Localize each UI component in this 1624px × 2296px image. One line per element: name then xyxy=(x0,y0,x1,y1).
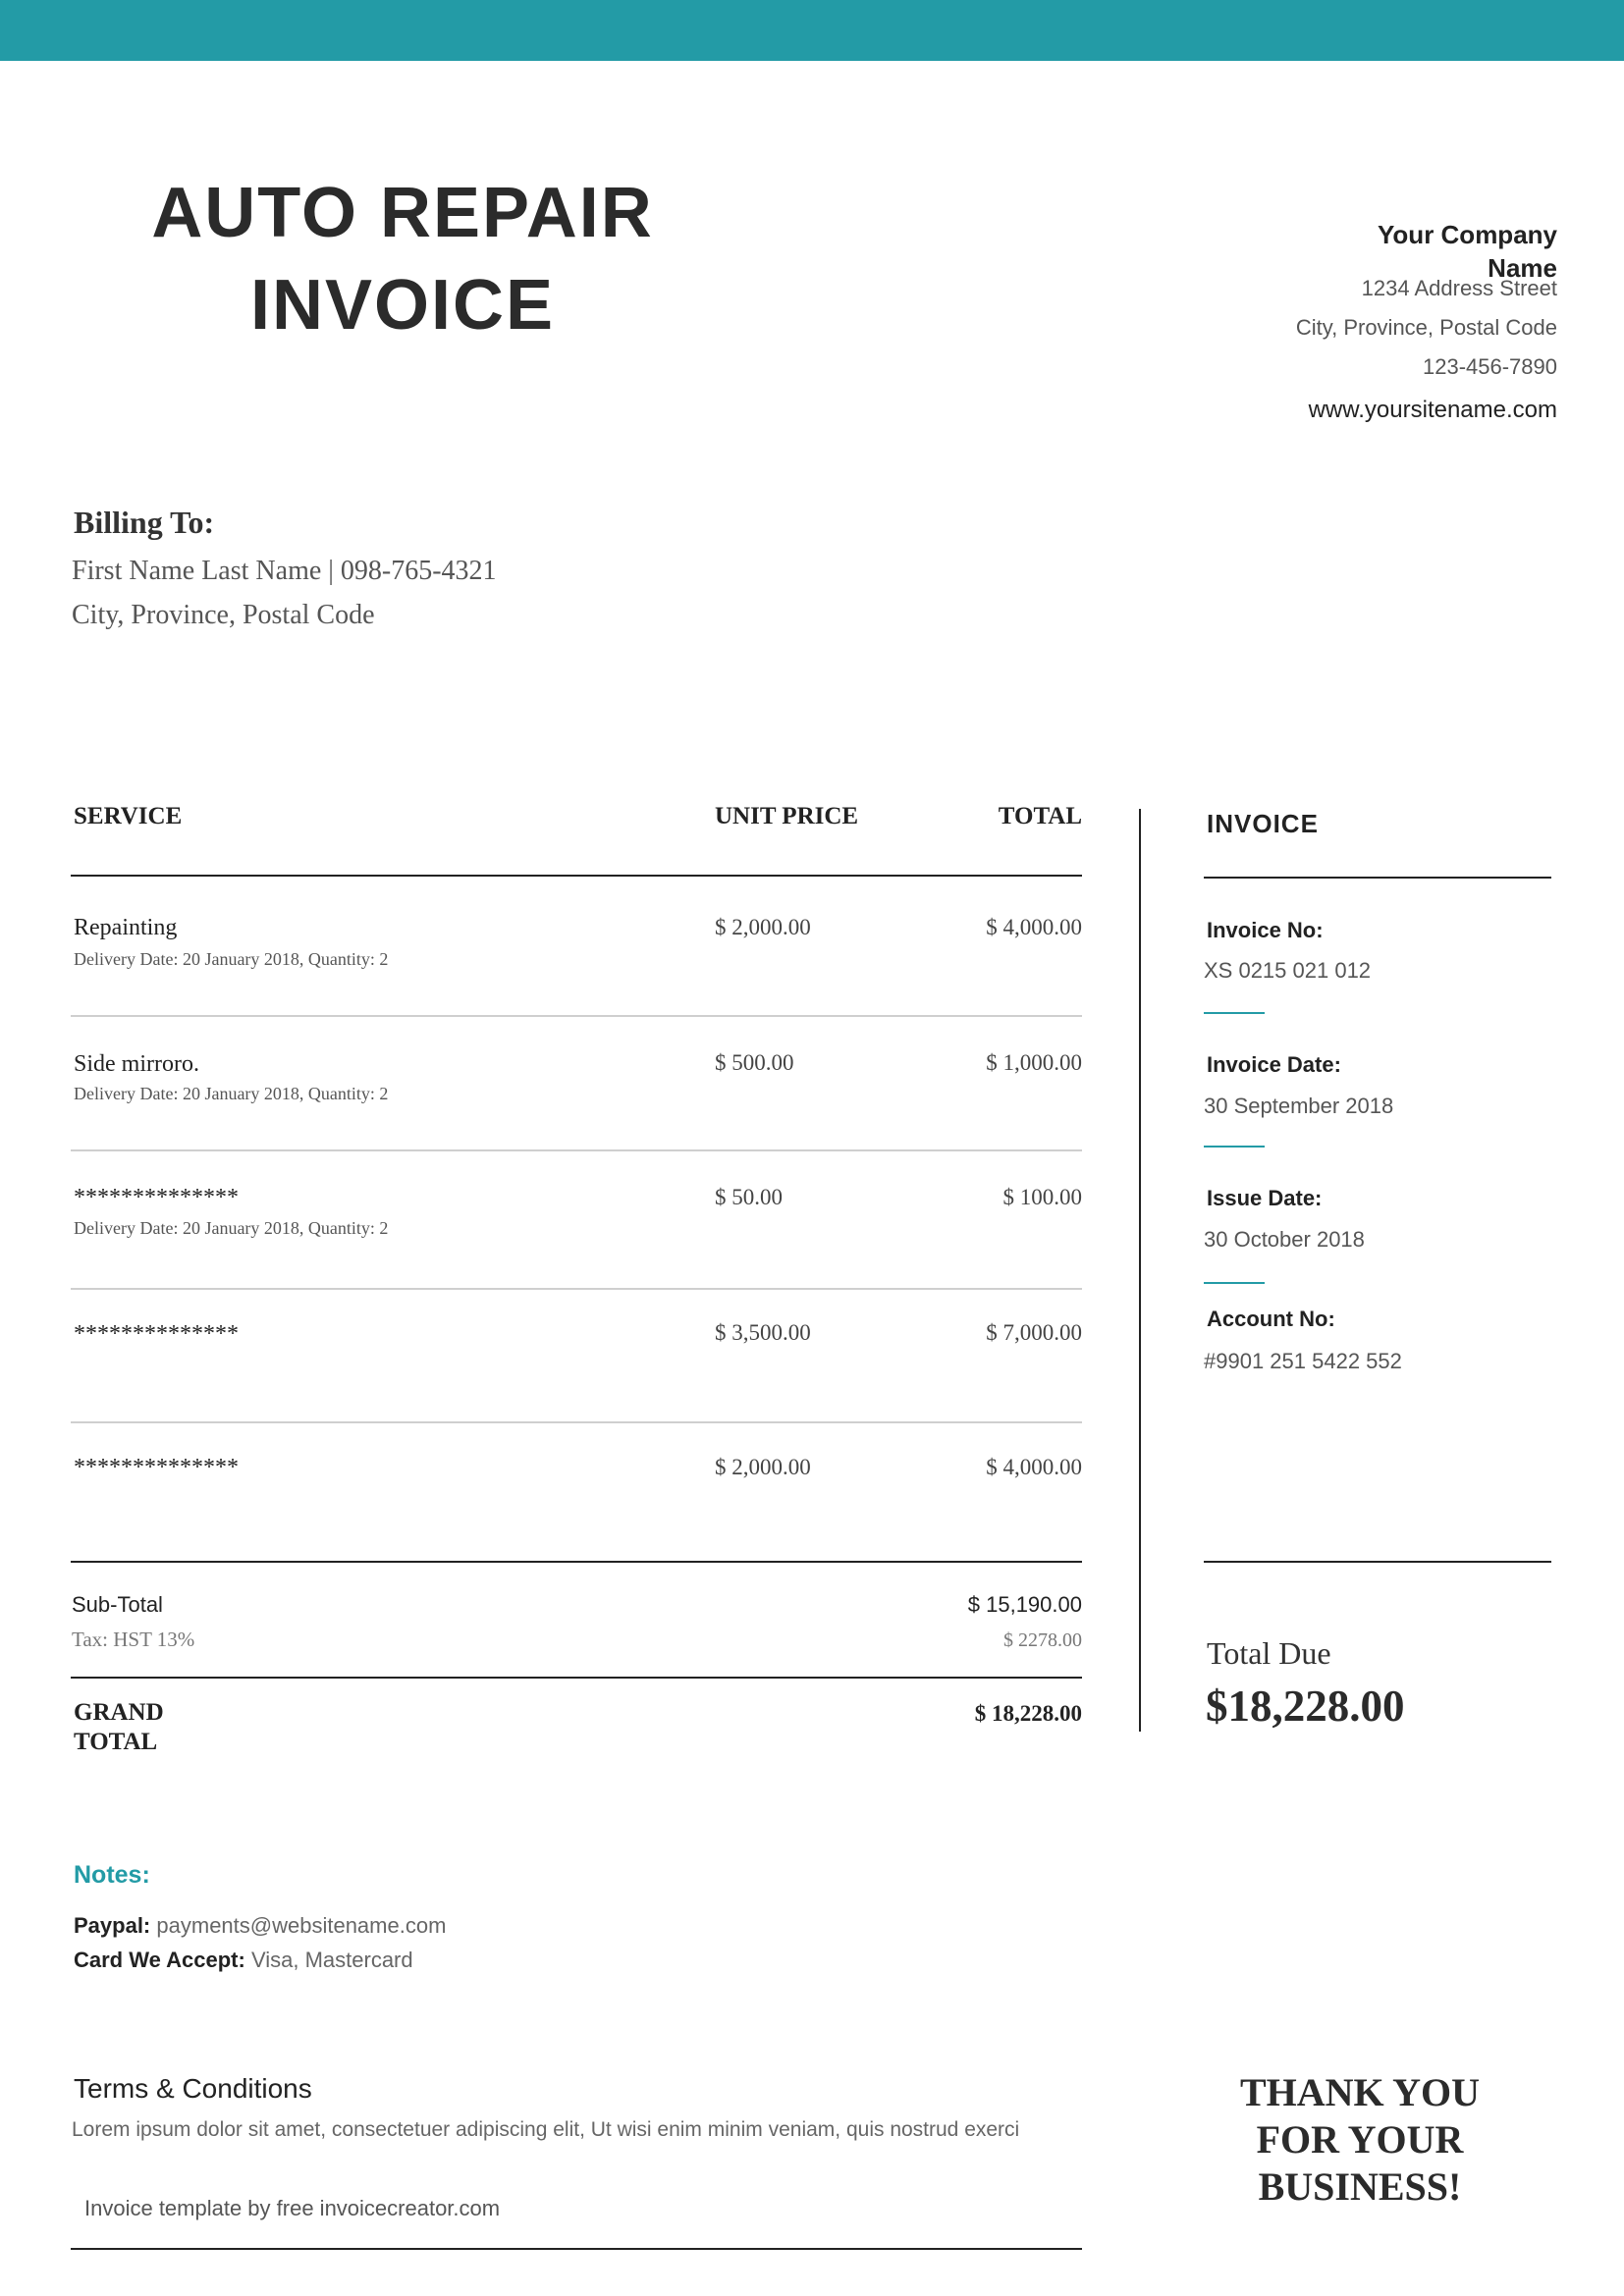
totals-divider xyxy=(71,1677,1082,1679)
company-website[interactable]: www.yoursitename.com xyxy=(1308,397,1557,423)
item-description: Delivery Date: 20 January 2018, Quantity: 2 xyxy=(74,949,389,969)
cards-label: Card We Accept: xyxy=(74,1948,245,1972)
paypal-line xyxy=(74,1913,446,1939)
thank-you-line-1: THANK YOU xyxy=(1239,2070,1481,2114)
company-name: Your Company Name xyxy=(1378,220,1557,283)
accent-divider xyxy=(1204,1146,1265,1148)
tax-value: $ 2278.00 xyxy=(1003,1629,1082,1651)
accent-divider xyxy=(1204,1012,1265,1014)
item-unit-price: $ 2,000.00 xyxy=(715,915,811,939)
billing-city: City, Province, Postal Code xyxy=(72,600,375,630)
item-unit-price: $ 50.00 xyxy=(715,1185,783,1209)
item-total: $ 1,000.00 xyxy=(986,1050,1082,1075)
item-unit-price: $ 3,500.00 xyxy=(715,1320,811,1345)
invoice-panel-heading: INVOICE xyxy=(1207,809,1319,838)
company-city: City, Province, Postal Code xyxy=(1295,315,1557,340)
terms-heading: Terms & Conditions xyxy=(74,2073,312,2104)
item-description: Delivery Date: 20 January 2018, Quantity: 2 xyxy=(74,1084,389,1103)
subtotal-label: Sub-Total xyxy=(72,1592,163,1617)
item-unit-price: $ 2,000.00 xyxy=(715,1455,811,1479)
invoice-date-value: 30 September 2018 xyxy=(1204,1094,1394,1118)
item-unit-price: $ 500.00 xyxy=(715,1050,794,1075)
issue-date-value: 30 October 2018 xyxy=(1204,1227,1365,1252)
invoice-panel-bottom-divider xyxy=(1204,1561,1551,1563)
column-header-total: TOTAL xyxy=(998,803,1082,829)
item-name: ************** xyxy=(74,1455,239,1480)
column-separator xyxy=(1139,809,1141,1732)
subtotal-value: $ 15,190.00 xyxy=(967,1592,1082,1617)
thank-you-line-2: FOR YOUR xyxy=(1256,2117,1464,2162)
total-due-label: Total Due xyxy=(1207,1635,1331,1671)
title-line-1: AUTO REPAIR xyxy=(151,174,654,252)
invoice-no-value: XS 0215 021 012 xyxy=(1204,958,1372,983)
terms-body: Lorem ipsum dolor sit amet, consectetuer adipiscing elit, Ut wisi enim minim veniam, quis nostrud exerci xyxy=(72,2118,1020,2141)
item-name: ************** xyxy=(74,1185,239,1210)
total-due-value: $18,228.00 xyxy=(1206,1682,1405,1731)
row-divider xyxy=(71,1288,1082,1290)
item-description: Delivery Date: 20 January 2018, Quantity: 2 xyxy=(74,1218,389,1238)
invoice-no-label: Invoice No: xyxy=(1207,918,1324,942)
footer-divider xyxy=(71,2248,1082,2250)
item-total: $ 7,000.00 xyxy=(986,1320,1082,1345)
issue-date-label: Issue Date: xyxy=(1207,1186,1323,1210)
invoice-title xyxy=(98,167,707,351)
item-total: $ 4,000.00 xyxy=(986,1455,1082,1479)
table-header-divider xyxy=(71,875,1082,877)
paypal-label: Paypal: xyxy=(74,1913,151,1938)
paypal-value: payments@websitename.com xyxy=(156,1913,447,1938)
thank-you-message xyxy=(1208,2069,1512,2211)
template-credit: Invoice template by free invoicecreator.com xyxy=(84,2196,501,2220)
item-total: $ 100.00 xyxy=(1002,1185,1082,1209)
billing-heading: Billing To: xyxy=(74,505,215,540)
item-name: Repainting xyxy=(74,915,178,940)
company-phone: 123-456-7890 xyxy=(1422,354,1557,379)
account-no-label: Account No: xyxy=(1207,1307,1335,1331)
account-no-value: #9901 251 5422 552 xyxy=(1204,1349,1402,1373)
invoice-panel-divider xyxy=(1204,877,1551,879)
thank-you-line-3: BUSINESS! xyxy=(1258,2164,1462,2209)
column-header-unit-price: UNIT PRICE xyxy=(715,803,859,829)
tax-label: Tax: HST 13% xyxy=(72,1628,195,1651)
company-address: 1234 Address Street xyxy=(1361,276,1557,300)
table-bottom-divider xyxy=(71,1561,1082,1563)
row-divider xyxy=(71,1421,1082,1423)
grand-total-value: $ 18,228.00 xyxy=(974,1701,1082,1726)
cards-line xyxy=(74,1948,565,1973)
column-header-service: SERVICE xyxy=(74,803,183,829)
top-accent-bar xyxy=(0,0,1624,61)
grand-total-label: GRAND TOTAL xyxy=(74,1699,164,1755)
accent-divider xyxy=(1204,1282,1265,1284)
item-name: Side mirroro. xyxy=(74,1051,199,1077)
item-total: $ 4,000.00 xyxy=(986,915,1082,939)
billing-name-phone: First Name Last Name | 098-765-4321 xyxy=(72,556,497,586)
title-line-2: INVOICE xyxy=(249,266,556,345)
cards-value: Visa, Mastercard xyxy=(250,1948,413,1972)
row-divider xyxy=(71,1015,1082,1017)
invoice-date-label: Invoice Date: xyxy=(1207,1052,1341,1077)
item-name: ************** xyxy=(74,1321,239,1347)
row-divider xyxy=(71,1149,1082,1151)
notes-heading: Notes: xyxy=(74,1861,150,1889)
